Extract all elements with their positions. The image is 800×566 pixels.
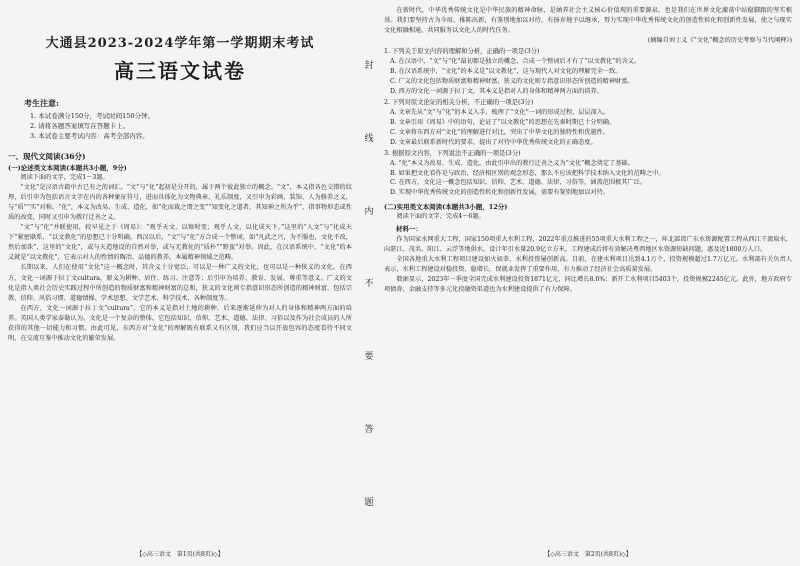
right-column bbox=[384, 6, 792, 560]
notice-item: 3. 本试卷主要考试内容：高考全部内容。 bbox=[30, 132, 149, 141]
passage-paragraph: “文”与“化”并联使用，较早见之于《周易》：“观乎天文，以察时变；观乎人文，以化成天下。”这里的“人文”与“化成天下”紧密联系，“以文教化”的思想已十分明确。西汉以后，“文”与“化”方合成一个整词，如“凡武之兴，为不服也，文化不改，然后加诛”，这里的“文化”，或与天造地设的自然对举，或与无教化的“质朴”“野蛮”对举。因此，在汉语系统中，“文化”的本义就是“以文教化”，它表示对人的性情的陶冶、品德的教养，本属精神领域之范畴。 bbox=[8, 224, 352, 262]
page-footer: 【◇高三语文 第2页(共8页)◇】 bbox=[544, 551, 632, 558]
binding-char: 内 bbox=[362, 205, 373, 215]
notice-list bbox=[30, 111, 352, 141]
school-title: 大通县2023-2024学年第一学期期末考试 bbox=[45, 36, 315, 51]
passage-paragraph: 作为国家水网重大工程，国家150项重大水利工程，2022年重点推进的55项重大水利工程之一，环北部湾广东水资源配置工程从西江干流取水，向湛江、茂名、阳江、云浮等地供水，设计年引水量20.9亿立方米，工程建成后将有效解决粤西地区水资源短缺问题，惠及近1800万人口。 bbox=[384, 236, 792, 254]
binding-margin bbox=[356, 60, 380, 506]
question-option: A. “化”本义为改易、生成、造化，由此引申出的教行迁善之义为“文化”概念奠定了基础。 bbox=[390, 159, 634, 167]
question-option: A. 文章先从“文”与“化”的本义入手，梳理了“文化”一词的形成过程，层层深入。 bbox=[390, 108, 610, 116]
notice-item: 2. 请将各题答案填写在答题卡上。 bbox=[30, 122, 130, 131]
page-footer: 【◇高三语文 第1页(共8页)◇】 bbox=[136, 551, 224, 558]
question-option: C. 文章将东西方对“文化”的理解进行对比，突出了中华文化的独特性和优越性。 bbox=[390, 128, 609, 136]
question-stem: 3. 根据原文内容，下列说法不正确的一项是(3分) bbox=[384, 149, 521, 157]
exam-title: 高三语文试卷 bbox=[114, 59, 246, 83]
question-option: B. 文章引用《周易》中的语句，论证了“以文教化”的思想在先秦时期已十分明确。 bbox=[390, 118, 616, 126]
question-option: D. 实现中华优秀传统文化的创造性转化和创新性发展，需要有鉴别地加以对待。 bbox=[390, 189, 610, 197]
instruction: 阅读下面的文字，完成1～3题。 bbox=[20, 174, 109, 182]
notice-heading: 考生注意: bbox=[24, 98, 59, 108]
binding-char: 封 bbox=[362, 60, 373, 69]
passage-paragraph: 在西方，文化一词源于拉丁文“cultura”，它的本义是指对土地的耕种，后来逐渐延伸为对人的身体和精神两方面的培养。英国人类学家泰勒认为，文化是一个复杂的整体，它包括知识、信仰、艺术、道德、法律、习俗以及作为社会成员的人所获得的其他一切能力和习惯。由此可见，东西方对“文化”的理解既有联系又有区别，我们应当以开放包容的态度看待不同文明，在交流互鉴中推动文化的繁荣发展。 bbox=[8, 304, 352, 342]
passage-paragraph: 长期以来，人们在使用“文化”这一概念时，其含义十分宽泛，可以是一种广义的文化，也可以是一种狭义的文化。在西方，文化一词源于拉丁文cultura，原义为耕种、居住、练习、注意等；后引申为培养、教育、发展、尊重等意义。广义的文化是指人类社会历史实践过程中所创造的物质财富和精神财富的总和，狭义的文化则专指意识形态所创造的精神财富，包括宗教、信仰、风俗习惯、道德情操、学术思想、文学艺术、科学技术、各种制度等。 bbox=[8, 264, 352, 302]
question-option: C. 广义的文化包括物质财富和精神财富，狭义的文化则专指意识形态所创造的精神财富。 bbox=[390, 77, 634, 85]
binding-char: 线 bbox=[362, 132, 373, 142]
passage-paragraph: 全国各地重大水利工程项目建设如火如荼，水利投资屡创新高。目前，在建水利项目达到4.1万个，投资规模超过1.7万亿元。水利部有关负责人表示，水利工程建设对稳投资、稳增长、保就业发挥了重要作用，有力推动了经济社会高质量发展。 bbox=[384, 256, 792, 274]
notice-item: 1. 本试卷满分150分，考试时间150分钟。 bbox=[30, 112, 155, 120]
question-option: A. 在汉语中，“文”与“化”最初都是独立的概念，合成一个整词后才有了“以文教化”的含义。 bbox=[390, 58, 641, 66]
question-option: D. 西方的文化一词源于拉丁文，其本义是指对人的身体和精神两方面的培养。 bbox=[390, 87, 603, 95]
question-option: B. 如果把文化看作是与政治、经济相区别的观念形态，那么不应该把科学技术纳入文化的范畴之中。 bbox=[390, 169, 665, 177]
question-option: B. 在汉语系统中，“文化”的本义是“以文教化”，这与现代人对文化的理解完全一致。 bbox=[390, 68, 622, 76]
question-stem: 2. 下列对原文论证的相关分析，不正确的一项是(3分) bbox=[384, 98, 534, 106]
section-title: 一、现代文阅读(36分) bbox=[8, 152, 86, 162]
instruction: 阅读下面的文字，完成4～6题。 bbox=[396, 213, 485, 221]
binding-char: 要 bbox=[362, 351, 373, 361]
question-stem: 1. 下列关于原文内容的理解和分析，正确的一项是(3分) bbox=[384, 48, 540, 56]
question-option: D. 文章最后联系新时代的要求，提出了对待中华优秀传统文化的正确态度。 bbox=[390, 138, 597, 146]
binding-char: 题 bbox=[362, 496, 373, 506]
subsection-title: (二)实用类文本阅读(本题共3小题，12分) bbox=[384, 203, 508, 212]
passage-paragraph: 在新时代，中华优秀传统文化是中华民族的精神命脉，是涵养社会主义核心价值观的重要源泉，也是我们在世界文化激荡中站稳脚跟的坚实根基。我们要坚持古为今用、推陈出新，有鉴别地加以对待，有扬弃地予以继承，努力实现中华优秀传统文化的创造性转化和创新性发展，使之与现实文化相融相通，共同服务以文化人的时代任务。 bbox=[384, 7, 792, 35]
material-label: 材料一： bbox=[396, 225, 422, 234]
passage-paragraph: 数据显示，2023年一季度全国完成水利建设投资1871亿元，同比增长8.6%；新开工水利项目5403个，投资规模2245亿元。此外，地方政府专项债券、金融支持等多元化投融资渠道也为水利建设提供了有力保障。 bbox=[384, 276, 792, 294]
binding-char: 不 bbox=[362, 278, 373, 288]
binding-char: 答 bbox=[362, 424, 373, 434]
question-option: C. 在西方，文化这一概念包括知识、信仰、艺术、道德、法律、习俗等，涵盖范围极其广泛。 bbox=[390, 179, 646, 187]
left-column bbox=[8, 6, 352, 560]
passage-paragraph: “文化”是汉语古籍中古已有之的词汇。“文”与“化”起初是分开的，属于两个彼此独立的概念。“文”，本义指各色交错的纹理，后引申为包括语言文字在内的各种象征符号，进而具体化为文物典章、礼乐制度，又引申为彩画、装饰、人为修养之义，与“质”“实”对称。“化”，本义为改易、生成、造化，如“化而裁之谓之变”“知变化之道者，其知神之所为乎”，指事物形态或性质的改变，同时又引申为教行迁善之义。 bbox=[8, 184, 352, 222]
subsection-title: (一)论述类文本阅读(本题共3小题，9分) bbox=[8, 164, 127, 173]
passage-source: (摘编自刘士义《“文化”概念的历史考察与当代阐释》) bbox=[647, 37, 792, 45]
